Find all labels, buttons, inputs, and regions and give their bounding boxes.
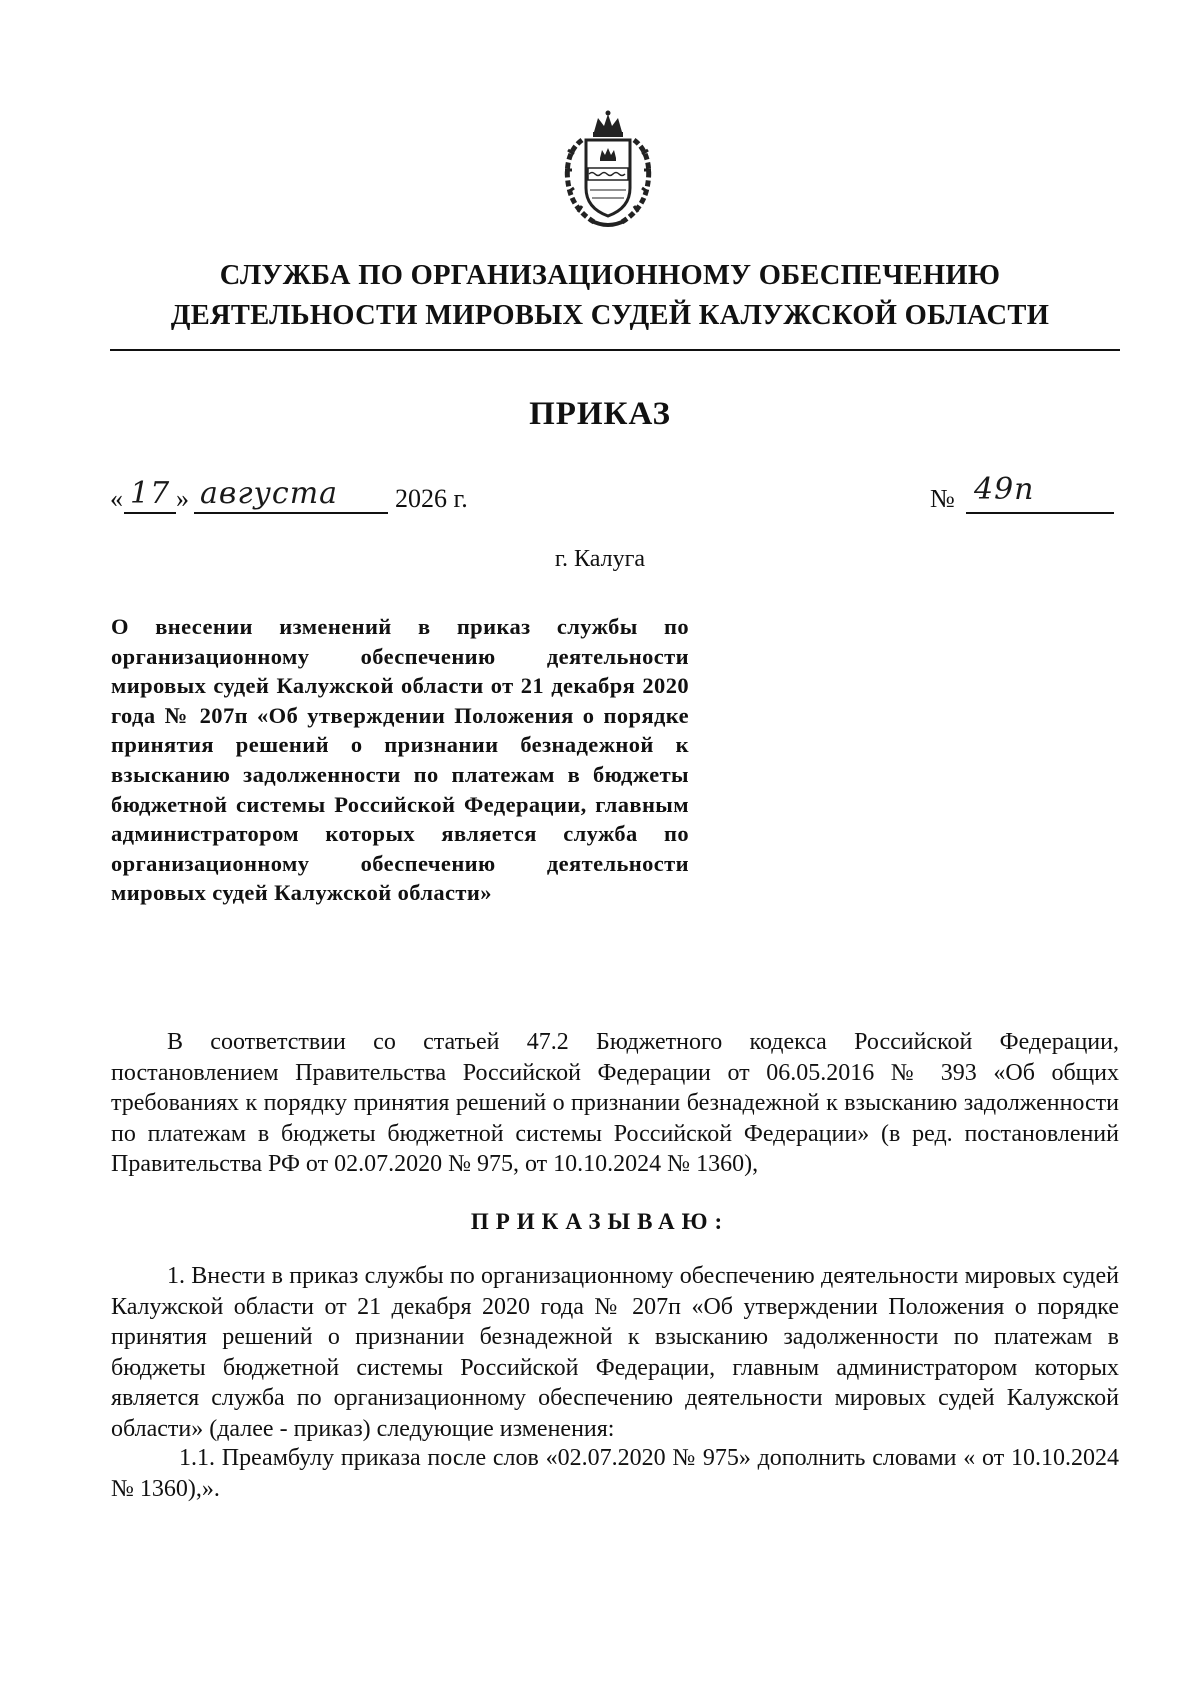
number-label: № (930, 484, 955, 513)
date-open-quote: « (110, 484, 123, 513)
city-line: г. Калуга (554, 546, 646, 572)
date-month-handwritten: августа (200, 476, 339, 511)
date-day-handwritten: 17 (130, 476, 171, 511)
document-type-heading: ПРИКАЗ (529, 396, 671, 432)
date-year: 2026 г. (395, 484, 468, 513)
order-subject: О внесении изменений в приказ службы по организационному обеспечению деятельности мировых судей Калужской области от 21 декабря 2020 года № 207п «Об утверждении Положения о порядке принятия решений о признании безнадежной к взысканию задолженности по платежам в бюджеты бюджетной системы Российской Федерации, главным администратором которых является служба по организационному обеспечению деятельности мировых судей Калужской области» (111, 614, 689, 906)
header-divider (110, 349, 1120, 351)
preamble-paragraph: В соответствии со статьей 47.2 Бюджетного кодекса Российской Федерации, постановлением Правительства Российской Федерации от 06.05.2016 № 393 «Об общих требованиях к порядку принятия решений о признании безнадежной к взысканию задолженности по платежам в бюджеты бюджетной системы Российской Федерации» (в ред. постановлений Правительства РФ от 02.07.2020 № 975, от 10.10.2024 № 1360), (111, 1029, 1119, 1177)
date-month-underline (194, 512, 388, 514)
number-value-handwritten: 49п (974, 472, 1035, 507)
date-day-underline (124, 512, 176, 514)
organization-title-line2: ДЕЯТЕЛЬНОСТИ МИРОВЫХ СУДЕЙ КАЛУЖСКОЙ ОБЛАСТИ (170, 300, 1050, 331)
organization-title (110, 256, 1110, 336)
order-directive-word: ПРИКАЗЫВАЮ: (470, 1209, 730, 1234)
organization-title-line1: СЛУЖБА ПО ОРГАНИЗАЦИОННОМУ ОБЕСПЕЧЕНИЮ (219, 260, 1001, 291)
order-item-1-1: 1.1. Преамбулу приказа после слов «02.07.2020 № 975» дополнить словами « от 10.10.2024 № 1360),». (111, 1445, 1119, 1502)
coat-of-arms-emblem (560, 110, 656, 230)
number-underline (966, 512, 1114, 514)
order-item-1: 1. Внести в приказ службы по организационному обеспечению деятельности мировых судей Калужской области от 21 декабря 2020 года № 207п «Об утверждении Положения о порядке принятия решений о признании безнадежной к взысканию задолженности по платежам в бюджеты бюджетной системы Российской Федерации, главным администратором которых является служба по организационному обеспечению деятельности мировых судей Калужской области» (далее - приказ) следующие изменения: (111, 1263, 1119, 1442)
date-close-quote: » (176, 484, 189, 513)
